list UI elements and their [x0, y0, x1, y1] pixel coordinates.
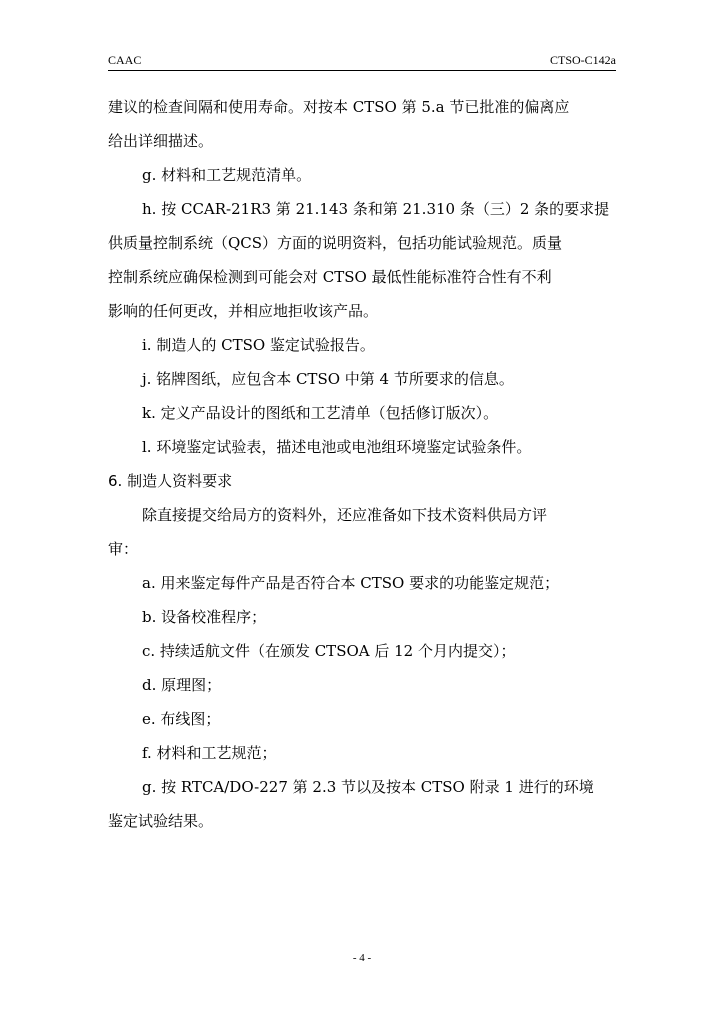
- paragraph-line: 给出详细描述。: [108, 132, 214, 150]
- list-item-h: h. 按 CCAR-21R3 第 21.143 条和第 21.310 条（三）2 条的要求提: [142, 200, 610, 218]
- paragraph-line: 控制系统应确保检测到可能会对 CTSO 最低性能标准符合性有不利: [108, 268, 552, 286]
- list-item-c: c. 持续适航文件（在颁发 CTSOA 后 12 个月内提交）；: [142, 642, 516, 660]
- list-item-j: j. 铭牌图纸，应包含本 CTSO 中第 4 节所要求的信息。: [142, 370, 514, 388]
- list-item-b: b. 设备校准程序；: [142, 608, 267, 626]
- list-item-g2: g. 按 RTCA/DO-227 第 2.3 节以及按本 CTSO 附录 1 进行的环境: [142, 778, 594, 796]
- list-item-k: k. 定义产品设计的图纸和工艺清单（包括修订版次）。: [142, 404, 499, 422]
- document-body: [108, 90, 616, 838]
- list-item-g: g. 材料和工艺规范清单。: [142, 166, 312, 184]
- paragraph-line: 影响的任何更改，并相应地拒收该产品。: [108, 302, 379, 320]
- header-doc-id: CTSO-C142a: [550, 53, 616, 67]
- paragraph-line: 审：: [108, 540, 139, 558]
- paragraph-line: 鉴定试验结果。: [108, 812, 214, 830]
- list-item-i: i. 制造人的 CTSO 鉴定试验报告。: [142, 336, 375, 354]
- page-header: [108, 52, 616, 70]
- paragraph-line: 供质量控制系统（QCS）方面的说明资料，包括功能试验规范。质量: [108, 234, 563, 252]
- list-item-e: e. 布线图；: [142, 710, 221, 728]
- list-item-d: d. 原理图；: [142, 676, 222, 694]
- paragraph-line: 建议的检查间隔和使用寿命。对按本 CTSO 第 5.a 节已批准的偏离应: [108, 98, 570, 116]
- list-item-l: l. 环境鉴定试验表，描述电池或电池组环境鉴定试验条件。: [142, 438, 532, 456]
- list-item-f: f. 材料和工艺规范；: [142, 744, 277, 762]
- list-item-a: a. 用来鉴定每件产品是否符合本 CTSO 要求的功能鉴定规范；: [142, 574, 560, 592]
- section-intro: 除直接提交给局方的资料外，还应准备如下技术资料供局方评: [142, 506, 548, 524]
- header-rule: [108, 70, 616, 71]
- page-number: - 4 -: [352, 952, 372, 964]
- header-org: CAAC: [108, 53, 142, 67]
- section-heading: 6. 制造人资料要求: [108, 472, 233, 490]
